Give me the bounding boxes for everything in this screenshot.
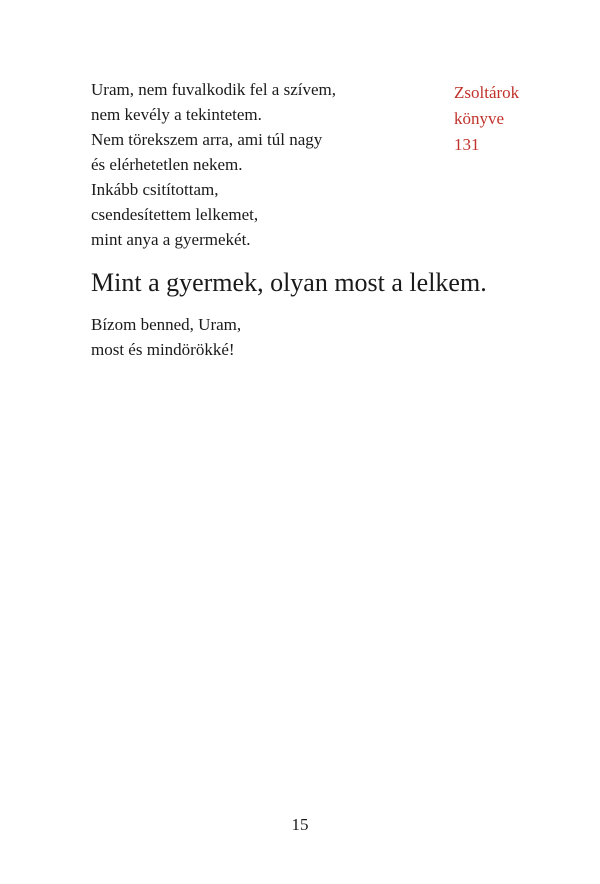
scripture-reference (454, 80, 574, 158)
closing-line: most és mindörökké! (91, 340, 235, 359)
verse-line: nem kevély a tekintetem. (91, 105, 262, 124)
emphasis-line: Mint a gyermek, olyan most a lelkem. (91, 268, 487, 297)
closing-verse (91, 312, 241, 362)
page-number: 15 (291, 815, 309, 834)
reference-chapter: 131 (454, 135, 480, 154)
verse-line: Uram, nem fuvalkodik fel a szívem, (91, 80, 337, 99)
verse-line: mint anya a gyermekét. (91, 230, 251, 249)
verse-line: és elérhetetlen nekem. (91, 155, 243, 174)
psalm-verse (91, 77, 421, 252)
verse-line: Nem törekszem arra, ami túl nagy (91, 130, 323, 149)
closing-line: Bízom benned, Uram, (91, 315, 242, 334)
reference-book-word: könyve (454, 109, 505, 128)
reference-book: Zsoltárok (454, 83, 520, 102)
verse-line: csendesítettem lelkemet, (91, 205, 259, 224)
verse-line: Inkább csitítottam, (91, 180, 219, 199)
